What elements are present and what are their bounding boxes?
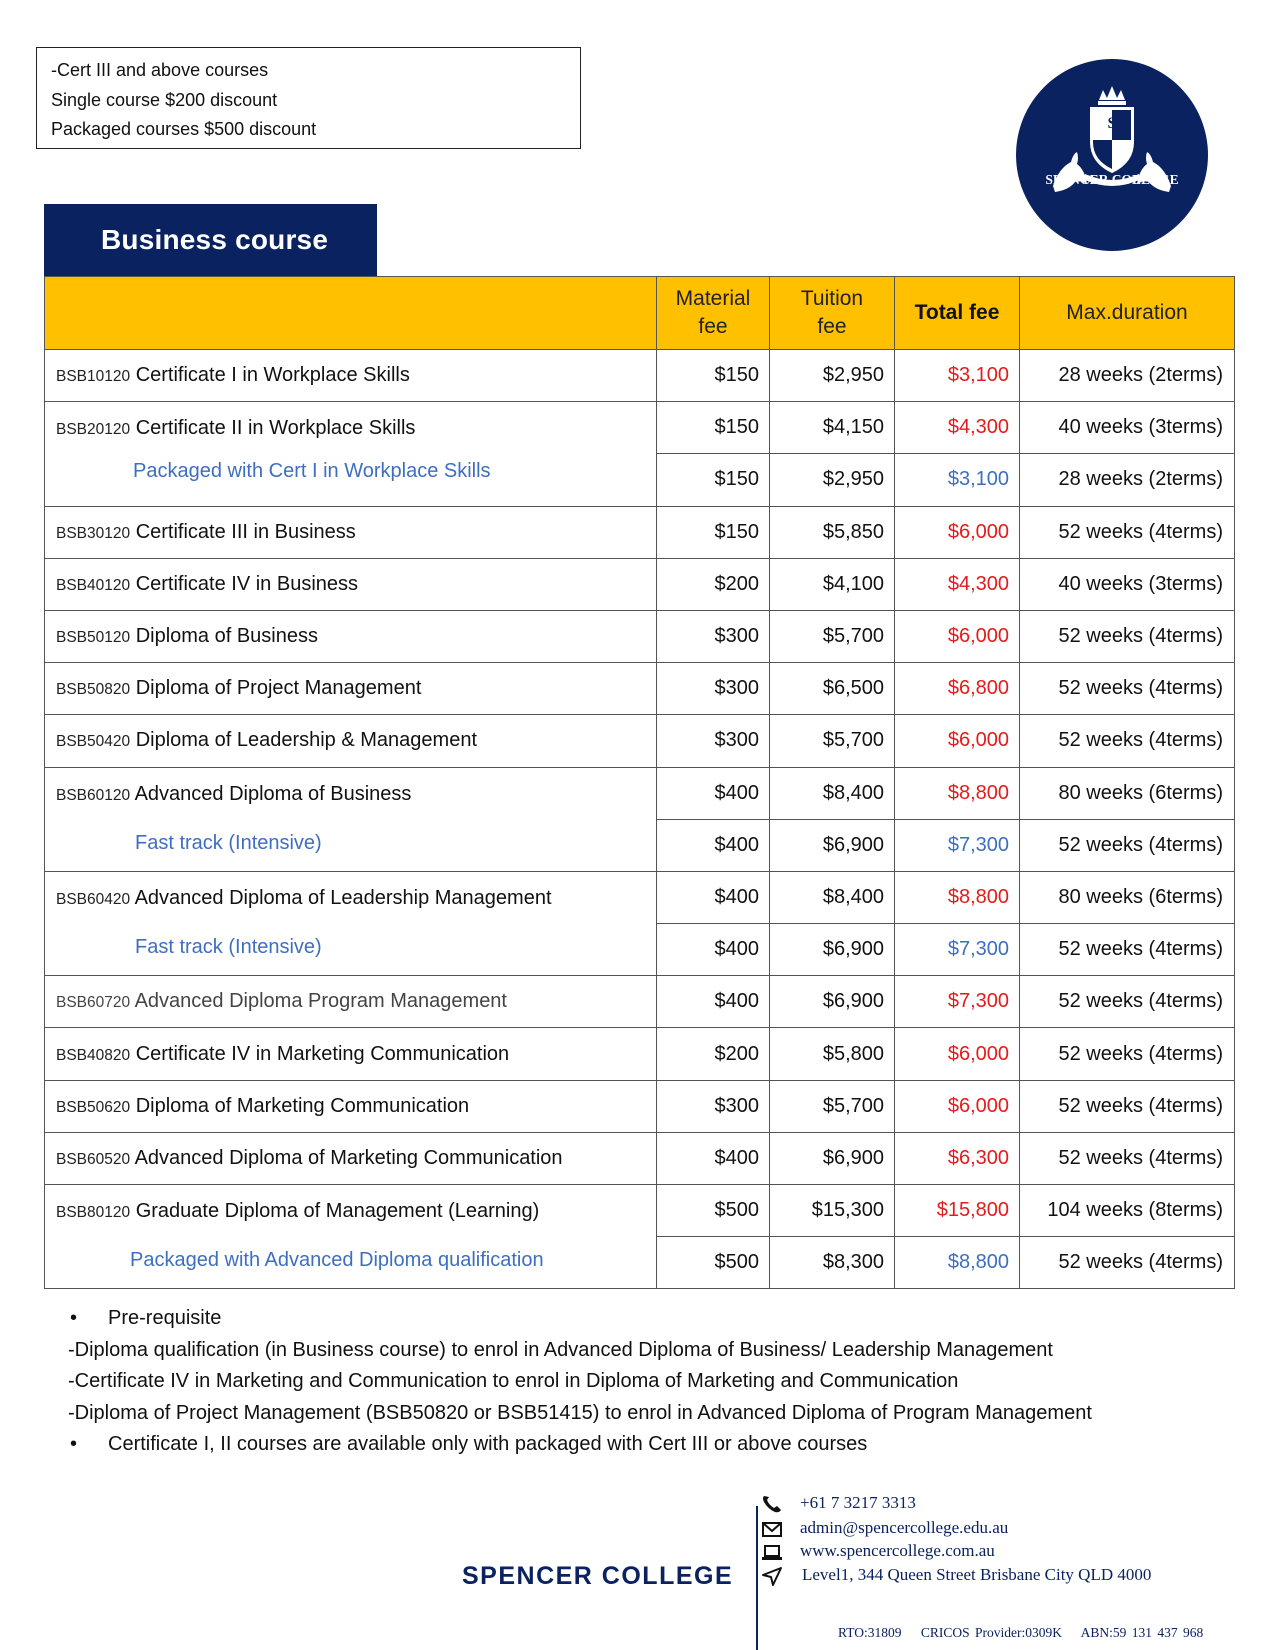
tuition-fee: $4,100 (770, 558, 895, 610)
logo-initial-c: C (1116, 147, 1128, 162)
max-duration: 104 weeks (8terms) (1020, 1185, 1235, 1237)
tuition-fee: $8,300 (770, 1237, 895, 1289)
notes-section (68, 1303, 1248, 1461)
logo-initial-s: S (1107, 115, 1117, 132)
note-line: -Certificate IV in Marketing and Communication to enrol in Diploma of Marketing and Communication (68, 1370, 959, 1392)
cricos-number: CRICOS Provider:0309K (920, 1625, 1062, 1640)
discount-line: Packaged courses $500 discount (51, 119, 317, 139)
spencer-college-logo (1015, 58, 1209, 252)
total-fee: $6,000 (895, 715, 1020, 767)
course-name: BSB60420 Advanced Diploma of Leadership Management Fast track (Intensive) (45, 871, 657, 975)
course-name: BSB60520 Advanced Diploma of Marketing Communication (45, 1132, 657, 1184)
tuition-fee: $8,400 (770, 767, 895, 819)
max-duration: 28 weeks (2terms) (1020, 350, 1235, 402)
table-row (45, 558, 1235, 610)
total-fee: $8,800 (895, 871, 1020, 923)
phone-icon (760, 1494, 784, 1514)
crest-icon (1015, 58, 1209, 252)
material-fee: $300 (657, 1080, 770, 1132)
total-fee: $8,800 (895, 1237, 1020, 1289)
course-name: BSB60720 Advanced Diploma Program Management (45, 976, 657, 1028)
table-row (45, 350, 1235, 402)
tuition-fee: $5,850 (770, 506, 895, 558)
total-fee: $7,300 (895, 819, 1020, 871)
total-fee: $4,300 (895, 558, 1020, 610)
fast-track-option: Fast track (Intensive) (135, 831, 322, 854)
table-row (45, 1028, 1235, 1080)
table-row (45, 402, 1235, 454)
total-fee: $7,300 (895, 976, 1020, 1028)
material-fee: $300 (657, 715, 770, 767)
tuition-fee: $6,900 (770, 819, 895, 871)
header-max-duration: Max.duration (1020, 277, 1235, 350)
max-duration: 28 weeks (2terms) (1020, 454, 1235, 506)
total-fee: $6,000 (895, 1028, 1020, 1080)
table-row (45, 1080, 1235, 1132)
max-duration: 80 weeks (6terms) (1020, 767, 1235, 819)
material-fee: $500 (657, 1185, 770, 1237)
max-duration: 40 weeks (3terms) (1020, 558, 1235, 610)
table-row (45, 767, 1235, 819)
contact-phone: +61 7 3217 3313 (800, 1493, 916, 1513)
registration-info (838, 1625, 1217, 1641)
course-name: BSB80120 Graduate Diploma of Management (Learning) Packaged with Advanced Diploma qualification (45, 1185, 657, 1289)
total-fee: $6,300 (895, 1132, 1020, 1184)
total-fee: $7,300 (895, 924, 1020, 976)
contact-address: Level1, 344 Queen Street Brisbane City QLD 4000 (802, 1565, 1151, 1585)
tuition-fee: $2,950 (770, 454, 895, 506)
max-duration: 52 weeks (4terms) (1020, 976, 1235, 1028)
email-icon (760, 1519, 784, 1539)
tuition-fee: $6,900 (770, 976, 895, 1028)
tuition-fee: $8,400 (770, 871, 895, 923)
header-tuition-fee: Tuition fee (770, 277, 895, 350)
course-name: BSB50620 Diploma of Marketing Communication (45, 1080, 657, 1132)
table-row (45, 871, 1235, 923)
location-arrow-icon (760, 1566, 784, 1586)
fee-table (44, 276, 1235, 1289)
note-line: -Diploma qualification (in Business course) to enrol in Advanced Diploma of Business/ Leadership Management (68, 1338, 1053, 1361)
total-fee: $4,300 (895, 402, 1020, 454)
course-name: BSB30120 Certificate III in Business (45, 506, 657, 558)
tuition-fee: $5,700 (770, 1080, 895, 1132)
total-fee: $15,800 (895, 1185, 1020, 1237)
tuition-fee: $6,900 (770, 924, 895, 976)
note-bullet: • Certificate I, II courses are available only with packaged with Cert III or above courses (70, 1433, 868, 1455)
material-fee: $400 (657, 871, 770, 923)
tuition-fee: $5,700 (770, 610, 895, 662)
contact-email: admin@spencercollege.edu.au (800, 1518, 1008, 1538)
note-bullet: • Pre-requisite (70, 1307, 222, 1329)
tuition-fee: $6,900 (770, 1132, 895, 1184)
material-fee: $500 (657, 1237, 770, 1289)
max-duration: 52 weeks (4terms) (1020, 1132, 1235, 1184)
note-line: -Diploma of Project Management (BSB50820 or BSB51415) to enrol in Advanced Diploma of Program Management (68, 1401, 1092, 1424)
contact-website: www.spencercollege.com.au (800, 1541, 995, 1561)
total-fee: $6,000 (895, 1080, 1020, 1132)
material-fee: $400 (657, 1132, 770, 1184)
material-fee: $400 (657, 819, 770, 871)
total-fee: $3,100 (895, 350, 1020, 402)
tuition-fee: $2,950 (770, 350, 895, 402)
rto-number: RTO:31809 (838, 1625, 902, 1640)
material-fee: $400 (657, 976, 770, 1028)
logo-text: SPENCER COLLEGE (1045, 172, 1179, 187)
table-row (45, 610, 1235, 662)
total-fee: $3,100 (895, 454, 1020, 506)
material-fee: $150 (657, 350, 770, 402)
abn-number: ABN:59 131 437 968 (1080, 1625, 1204, 1640)
table-row (45, 506, 1235, 558)
total-fee: $6,000 (895, 610, 1020, 662)
max-duration: 52 weeks (4terms) (1020, 1237, 1235, 1289)
material-fee: $400 (657, 767, 770, 819)
max-duration: 52 weeks (4terms) (1020, 1080, 1235, 1132)
material-fee: $400 (657, 924, 770, 976)
course-name: BSB60120 Advanced Diploma of Business Fast track (Intensive) (45, 767, 657, 871)
material-fee: $150 (657, 506, 770, 558)
max-duration: 52 weeks (4terms) (1020, 1028, 1235, 1080)
max-duration: 52 weeks (4terms) (1020, 819, 1235, 871)
footer-college-name: SPENCER COLLEGE (462, 1562, 734, 1590)
tuition-fee: $4,150 (770, 402, 895, 454)
course-name: BSB50420 Diploma of Leadership & Management (45, 715, 657, 767)
table-row (45, 976, 1235, 1028)
table-row (45, 663, 1235, 715)
course-name: BSB40120 Certificate IV in Business (45, 558, 657, 610)
material-fee: $150 (657, 454, 770, 506)
max-duration: 52 weeks (4terms) (1020, 506, 1235, 558)
package-option: Packaged with Advanced Diploma qualification (130, 1249, 544, 1271)
tuition-fee: $6,500 (770, 663, 895, 715)
table-row (45, 1185, 1235, 1237)
footer-divider (756, 1506, 758, 1650)
tuition-fee: $5,800 (770, 1028, 895, 1080)
course-name: BSB50120 Diploma of Business (45, 610, 657, 662)
max-duration: 52 weeks (4terms) (1020, 663, 1235, 715)
section-title: Business course (44, 204, 377, 277)
max-duration: 40 weeks (3terms) (1020, 402, 1235, 454)
discount-line: Single course $200 discount (51, 89, 278, 110)
tuition-fee: $5,700 (770, 715, 895, 767)
material-fee: $150 (657, 402, 770, 454)
max-duration: 80 weeks (6terms) (1020, 871, 1235, 923)
max-duration: 52 weeks (4terms) (1020, 610, 1235, 662)
course-name: BSB50820 Diploma of Project Management (45, 663, 657, 715)
total-fee: $6,000 (895, 506, 1020, 558)
course-name: BSB20120 Certificate II in Workplace Skills Packaged with Cert I in Workplace Skills (45, 402, 657, 506)
fast-track-option: Fast track (Intensive) (135, 935, 322, 958)
header-total-fee: Total fee (895, 277, 1020, 350)
total-fee: $8,800 (895, 767, 1020, 819)
max-duration: 52 weeks (4terms) (1020, 715, 1235, 767)
table-header-row (45, 277, 1235, 350)
discount-line: -Cert III and above courses (51, 60, 269, 80)
package-option: Packaged with Cert I in Workplace Skills (133, 460, 491, 483)
header-material-fee: Material fee (657, 277, 770, 350)
course-name: BSB10120 Certificate I in Workplace Skills (45, 350, 657, 402)
material-fee: $200 (657, 558, 770, 610)
laptop-icon (760, 1542, 784, 1562)
max-duration: 52 weeks (4terms) (1020, 924, 1235, 976)
course-name: BSB40820 Certificate IV in Marketing Communication (45, 1028, 657, 1080)
total-fee: $6,800 (895, 663, 1020, 715)
header-course (45, 277, 657, 350)
material-fee: $200 (657, 1028, 770, 1080)
material-fee: $300 (657, 610, 770, 662)
table-row (45, 1132, 1235, 1184)
table-row (45, 715, 1235, 767)
tuition-fee: $15,300 (770, 1185, 895, 1237)
material-fee: $300 (657, 663, 770, 715)
discount-info-box (36, 47, 581, 149)
